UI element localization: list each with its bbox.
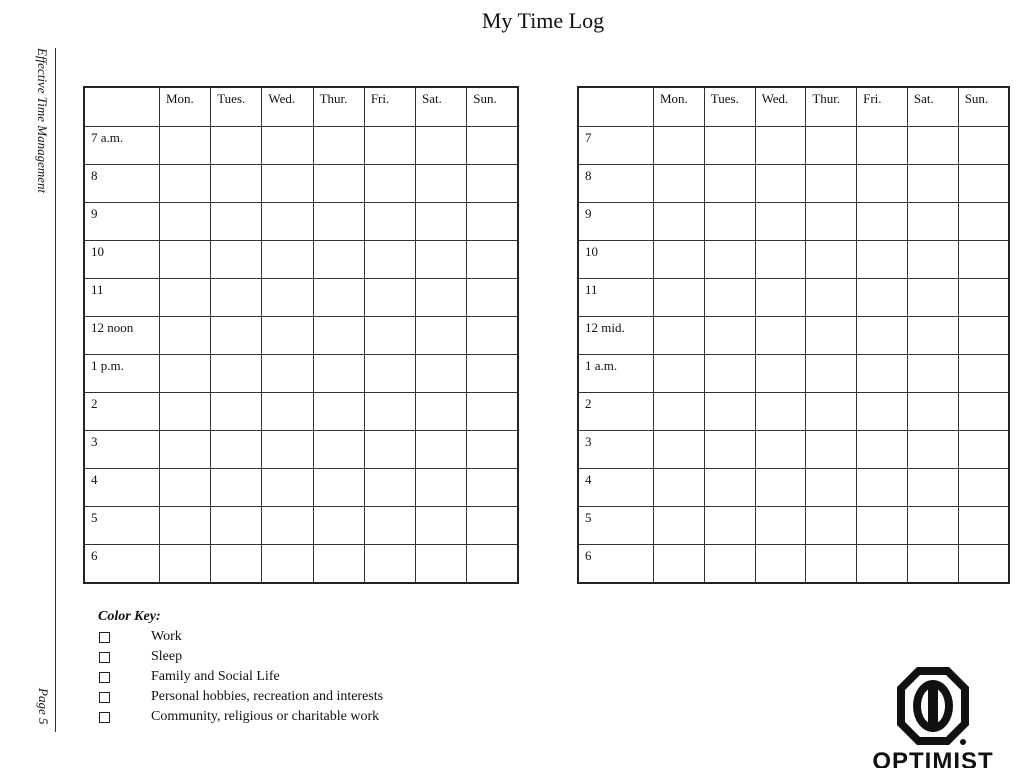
day-log-cell[interactable] — [313, 203, 364, 241]
day-log-cell[interactable] — [467, 127, 518, 165]
day-hour-label: 4 — [84, 469, 160, 507]
night-log-cell[interactable] — [654, 317, 705, 355]
night-hour-label: 11 — [578, 279, 654, 317]
day-log-cell[interactable] — [160, 507, 211, 545]
day-log-cell[interactable] — [160, 203, 211, 241]
day-log-cell[interactable] — [364, 355, 415, 393]
night-log-cell[interactable] — [958, 241, 1009, 279]
color-key-item — [98, 627, 383, 647]
page-number: Page 5 — [36, 688, 51, 725]
day-log-cell[interactable] — [262, 507, 313, 545]
night-log-cell[interactable] — [755, 165, 806, 203]
night-log-cell[interactable] — [704, 355, 755, 393]
optimist-logo — [858, 664, 1008, 768]
day-log-cell[interactable] — [160, 393, 211, 431]
day-log-cell[interactable] — [262, 127, 313, 165]
table-row — [578, 545, 1009, 584]
table-row — [578, 431, 1009, 469]
day-log-cell[interactable] — [313, 393, 364, 431]
color-key-item — [98, 707, 383, 727]
day-log-cell[interactable] — [364, 203, 415, 241]
day-log-cell[interactable] — [364, 545, 415, 584]
table-row — [578, 507, 1009, 545]
day-log-cell[interactable] — [416, 469, 467, 507]
night-log-cell[interactable] — [907, 545, 958, 584]
day-log-cell[interactable] — [364, 469, 415, 507]
table-row — [84, 545, 518, 584]
checkbox-square-icon[interactable] — [99, 632, 110, 643]
night-log-cell[interactable] — [654, 507, 705, 545]
night-log-cell[interactable] — [755, 203, 806, 241]
night-log-cell[interactable] — [806, 469, 857, 507]
night-log-cell[interactable] — [704, 393, 755, 431]
day-log-cell[interactable] — [262, 165, 313, 203]
checkbox-square-icon[interactable] — [99, 692, 110, 703]
night-log-cell[interactable] — [704, 203, 755, 241]
night-log-cell[interactable] — [806, 165, 857, 203]
night-log-cell[interactable] — [958, 355, 1009, 393]
night-log-cell[interactable] — [704, 469, 755, 507]
night-log-cell[interactable] — [907, 203, 958, 241]
day-hour-label: 3 — [84, 431, 160, 469]
day-log-cell[interactable] — [262, 431, 313, 469]
night-log-cell[interactable] — [857, 241, 908, 279]
night-log-cell[interactable] — [654, 393, 705, 431]
night-log-cell[interactable] — [755, 431, 806, 469]
day-log-cell[interactable] — [313, 507, 364, 545]
night-log-cell[interactable] — [654, 241, 705, 279]
day-log-cell[interactable] — [211, 203, 262, 241]
night-hour-label: 10 — [578, 241, 654, 279]
side-divider — [55, 48, 56, 732]
night-log-cell[interactable] — [857, 279, 908, 317]
table-row — [84, 507, 518, 545]
color-key-label: Community, religious or charitable work — [151, 709, 380, 724]
day-log-cell[interactable] — [467, 355, 518, 393]
night-hour-label: 2 — [578, 393, 654, 431]
night-log-cell[interactable] — [907, 431, 958, 469]
day-log-cell[interactable] — [416, 393, 467, 431]
day-log-cell[interactable] — [160, 241, 211, 279]
day-day-header: Sun. — [467, 87, 518, 127]
night-log-cell[interactable] — [704, 317, 755, 355]
night-log-cell[interactable] — [704, 279, 755, 317]
table-row — [578, 279, 1009, 317]
day-log-cell[interactable] — [262, 203, 313, 241]
night-log-cell[interactable] — [654, 469, 705, 507]
checkbox-square-icon[interactable] — [99, 712, 110, 723]
color-key-item — [98, 687, 383, 707]
day-log-cell[interactable] — [313, 545, 364, 584]
night-log-cell[interactable] — [907, 165, 958, 203]
night-day-header: Wed. — [755, 87, 806, 127]
day-log-cell[interactable] — [364, 393, 415, 431]
night-log-cell[interactable] — [806, 127, 857, 165]
day-log-cell[interactable] — [211, 127, 262, 165]
night-log-cell[interactable] — [806, 545, 857, 584]
checkbox-square-icon[interactable] — [99, 652, 110, 663]
night-log-cell[interactable] — [907, 127, 958, 165]
night-day-header: Tues. — [704, 87, 755, 127]
day-log-cell[interactable] — [416, 127, 467, 165]
table-row — [84, 469, 518, 507]
day-time-log-table — [83, 86, 519, 584]
color-key-item — [98, 667, 383, 687]
night-hour-label: 3 — [578, 431, 654, 469]
color-key-item — [98, 647, 383, 667]
night-log-cell[interactable] — [806, 393, 857, 431]
table-row — [84, 165, 518, 203]
night-log-cell[interactable] — [857, 545, 908, 584]
day-log-cell[interactable] — [313, 241, 364, 279]
day-log-cell[interactable] — [262, 317, 313, 355]
day-log-cell[interactable] — [364, 279, 415, 317]
night-log-cell[interactable] — [907, 507, 958, 545]
day-hour-label: 1 p.m. — [84, 355, 160, 393]
night-log-cell[interactable] — [907, 317, 958, 355]
day-day-header: Wed. — [262, 87, 313, 127]
table-row — [578, 203, 1009, 241]
table-row — [84, 127, 518, 165]
night-log-cell[interactable] — [958, 279, 1009, 317]
day-log-cell[interactable] — [416, 279, 467, 317]
night-log-cell[interactable] — [857, 469, 908, 507]
night-log-cell[interactable] — [755, 469, 806, 507]
night-log-cell[interactable] — [958, 393, 1009, 431]
day-hour-label: 8 — [84, 165, 160, 203]
night-day-header: Sun. — [958, 87, 1009, 127]
day-log-cell[interactable] — [160, 127, 211, 165]
color-key-label: Family and Social Life — [151, 669, 280, 684]
day-day-header: Tues. — [211, 87, 262, 127]
day-hour-label: 5 — [84, 507, 160, 545]
night-log-cell[interactable] — [806, 203, 857, 241]
night-log-cell[interactable] — [857, 431, 908, 469]
night-log-cell[interactable] — [755, 355, 806, 393]
day-log-cell[interactable] — [416, 507, 467, 545]
night-log-cell[interactable] — [704, 241, 755, 279]
day-hour-label: 6 — [84, 545, 160, 584]
night-log-cell[interactable] — [654, 279, 705, 317]
day-hour-label: 2 — [84, 393, 160, 431]
page-title: My Time Log — [481, 8, 605, 33]
day-day-header: Mon. — [160, 87, 211, 127]
night-log-cell[interactable] — [958, 469, 1009, 507]
night-log-cell[interactable] — [704, 507, 755, 545]
night-log-cell[interactable] — [755, 507, 806, 545]
night-log-cell[interactable] — [958, 317, 1009, 355]
day-day-header: Thur. — [313, 87, 364, 127]
table-row — [84, 431, 518, 469]
day-log-cell[interactable] — [467, 317, 518, 355]
night-log-cell[interactable] — [907, 279, 958, 317]
day-log-cell[interactable] — [211, 355, 262, 393]
day-hour-label: 9 — [84, 203, 160, 241]
table-row — [84, 317, 518, 355]
day-log-cell[interactable] — [313, 127, 364, 165]
color-key-label: Work — [151, 629, 182, 644]
color-key — [98, 609, 383, 727]
day-log-cell[interactable] — [467, 393, 518, 431]
night-log-cell[interactable] — [654, 203, 705, 241]
night-log-cell[interactable] — [654, 545, 705, 584]
night-log-cell[interactable] — [857, 355, 908, 393]
day-hour-label: 7 a.m. — [84, 127, 160, 165]
night-hour-label: 8 — [578, 165, 654, 203]
table-row — [578, 241, 1009, 279]
day-log-cell[interactable] — [211, 165, 262, 203]
day-log-cell[interactable] — [364, 165, 415, 203]
night-log-cell[interactable] — [704, 165, 755, 203]
night-log-cell[interactable] — [958, 127, 1009, 165]
night-hour-label: 7 — [578, 127, 654, 165]
night-hour-label: 4 — [578, 469, 654, 507]
night-day-header: Fri. — [857, 87, 908, 127]
table-row — [578, 393, 1009, 431]
night-log-cell[interactable] — [806, 241, 857, 279]
day-log-cell[interactable] — [313, 469, 364, 507]
day-log-cell[interactable] — [467, 241, 518, 279]
day-log-cell[interactable] — [262, 279, 313, 317]
day-log-cell[interactable] — [467, 469, 518, 507]
night-day-header: Sat. — [907, 87, 958, 127]
color-key-label: Personal hobbies, recreation and interests — [151, 689, 384, 704]
day-log-cell[interactable] — [416, 545, 467, 584]
night-log-cell[interactable] — [907, 469, 958, 507]
day-log-cell[interactable] — [364, 127, 415, 165]
night-log-cell[interactable] — [958, 545, 1009, 584]
table-row — [84, 355, 518, 393]
color-key-label: Sleep — [151, 649, 183, 664]
day-log-cell[interactable] — [416, 355, 467, 393]
day-header-row — [84, 87, 518, 127]
night-hour-label: 12 mid. — [578, 317, 654, 355]
night-log-cell[interactable] — [755, 545, 806, 584]
night-log-cell[interactable] — [704, 127, 755, 165]
night-day-header: Mon. — [654, 87, 705, 127]
night-log-cell[interactable] — [704, 545, 755, 584]
day-corner-cell — [84, 87, 160, 127]
day-log-cell[interactable] — [364, 317, 415, 355]
day-log-cell[interactable] — [416, 241, 467, 279]
night-hour-label: 1 a.m. — [578, 355, 654, 393]
day-log-cell[interactable] — [160, 317, 211, 355]
table-row — [578, 127, 1009, 165]
night-log-cell[interactable] — [907, 393, 958, 431]
day-log-cell[interactable] — [160, 431, 211, 469]
day-log-cell[interactable] — [211, 545, 262, 584]
day-hour-label: 12 noon — [84, 317, 160, 355]
night-log-cell[interactable] — [907, 355, 958, 393]
night-corner-cell — [578, 87, 654, 127]
day-log-cell[interactable] — [211, 241, 262, 279]
logo-text: OPTIMIST — [872, 748, 994, 768]
night-hour-label: 9 — [578, 203, 654, 241]
night-log-cell[interactable] — [806, 279, 857, 317]
night-log-cell[interactable] — [958, 165, 1009, 203]
day-log-cell[interactable] — [364, 241, 415, 279]
day-log-cell[interactable] — [160, 355, 211, 393]
table-row — [578, 165, 1009, 203]
table-row — [84, 279, 518, 317]
day-log-cell[interactable] — [160, 279, 211, 317]
night-log-cell[interactable] — [806, 317, 857, 355]
day-log-cell[interactable] — [211, 279, 262, 317]
day-log-cell[interactable] — [364, 431, 415, 469]
day-log-cell[interactable] — [262, 393, 313, 431]
table-row — [578, 355, 1009, 393]
night-log-cell[interactable] — [654, 127, 705, 165]
day-log-cell[interactable] — [262, 469, 313, 507]
optimist-octagon-logo-icon — [894, 664, 972, 748]
night-log-cell[interactable] — [857, 203, 908, 241]
night-log-cell[interactable] — [755, 279, 806, 317]
day-log-cell[interactable] — [467, 279, 518, 317]
day-log-cell[interactable] — [313, 317, 364, 355]
day-day-header: Sat. — [416, 87, 467, 127]
day-log-cell[interactable] — [211, 507, 262, 545]
night-log-cell[interactable] — [857, 317, 908, 355]
day-log-cell[interactable] — [313, 165, 364, 203]
day-log-cell[interactable] — [160, 469, 211, 507]
night-log-cell[interactable] — [654, 165, 705, 203]
night-log-cell[interactable] — [755, 127, 806, 165]
day-hour-label: 11 — [84, 279, 160, 317]
side-title: Effective Time Management — [35, 48, 50, 194]
table-row — [84, 203, 518, 241]
night-log-cell[interactable] — [907, 241, 958, 279]
table-row — [578, 317, 1009, 355]
day-log-cell[interactable] — [160, 545, 211, 584]
night-log-cell[interactable] — [755, 393, 806, 431]
day-log-cell[interactable] — [262, 545, 313, 584]
day-log-cell[interactable] — [160, 165, 211, 203]
night-log-cell[interactable] — [806, 507, 857, 545]
checkbox-square-icon[interactable] — [99, 672, 110, 683]
day-log-cell[interactable] — [211, 393, 262, 431]
night-log-cell[interactable] — [958, 507, 1009, 545]
day-log-cell[interactable] — [313, 355, 364, 393]
color-key-title: Color Key: — [98, 609, 161, 624]
night-header-row — [578, 87, 1009, 127]
night-log-cell[interactable] — [806, 431, 857, 469]
day-day-header: Fri. — [364, 87, 415, 127]
table-row — [578, 469, 1009, 507]
night-log-cell[interactable] — [755, 241, 806, 279]
table-row — [84, 241, 518, 279]
day-hour-label: 10 — [84, 241, 160, 279]
day-log-cell[interactable] — [467, 165, 518, 203]
day-log-cell[interactable] — [364, 507, 415, 545]
day-log-cell[interactable] — [467, 431, 518, 469]
night-log-cell[interactable] — [857, 393, 908, 431]
night-day-header: Thur. — [806, 87, 857, 127]
day-log-cell[interactable] — [262, 241, 313, 279]
night-log-cell[interactable] — [958, 203, 1009, 241]
day-log-cell[interactable] — [416, 431, 467, 469]
day-log-cell[interactable] — [313, 279, 364, 317]
night-log-cell[interactable] — [806, 355, 857, 393]
night-log-cell[interactable] — [857, 507, 908, 545]
day-log-cell[interactable] — [416, 165, 467, 203]
day-log-cell[interactable] — [211, 317, 262, 355]
night-time-log-table — [577, 86, 1010, 584]
night-log-cell[interactable] — [654, 431, 705, 469]
day-log-cell[interactable] — [211, 431, 262, 469]
night-hour-label: 5 — [578, 507, 654, 545]
night-log-cell[interactable] — [958, 431, 1009, 469]
night-log-cell[interactable] — [857, 127, 908, 165]
day-log-cell[interactable] — [416, 203, 467, 241]
day-log-cell[interactable] — [262, 355, 313, 393]
day-log-cell[interactable] — [467, 203, 518, 241]
night-log-cell[interactable] — [755, 317, 806, 355]
day-log-cell[interactable] — [467, 545, 518, 584]
day-log-cell[interactable] — [467, 507, 518, 545]
day-log-cell[interactable] — [416, 317, 467, 355]
day-log-cell[interactable] — [313, 431, 364, 469]
night-log-cell[interactable] — [654, 355, 705, 393]
day-log-cell[interactable] — [211, 469, 262, 507]
night-hour-label: 6 — [578, 545, 654, 584]
table-row — [84, 393, 518, 431]
night-log-cell[interactable] — [857, 165, 908, 203]
night-log-cell[interactable] — [704, 431, 755, 469]
